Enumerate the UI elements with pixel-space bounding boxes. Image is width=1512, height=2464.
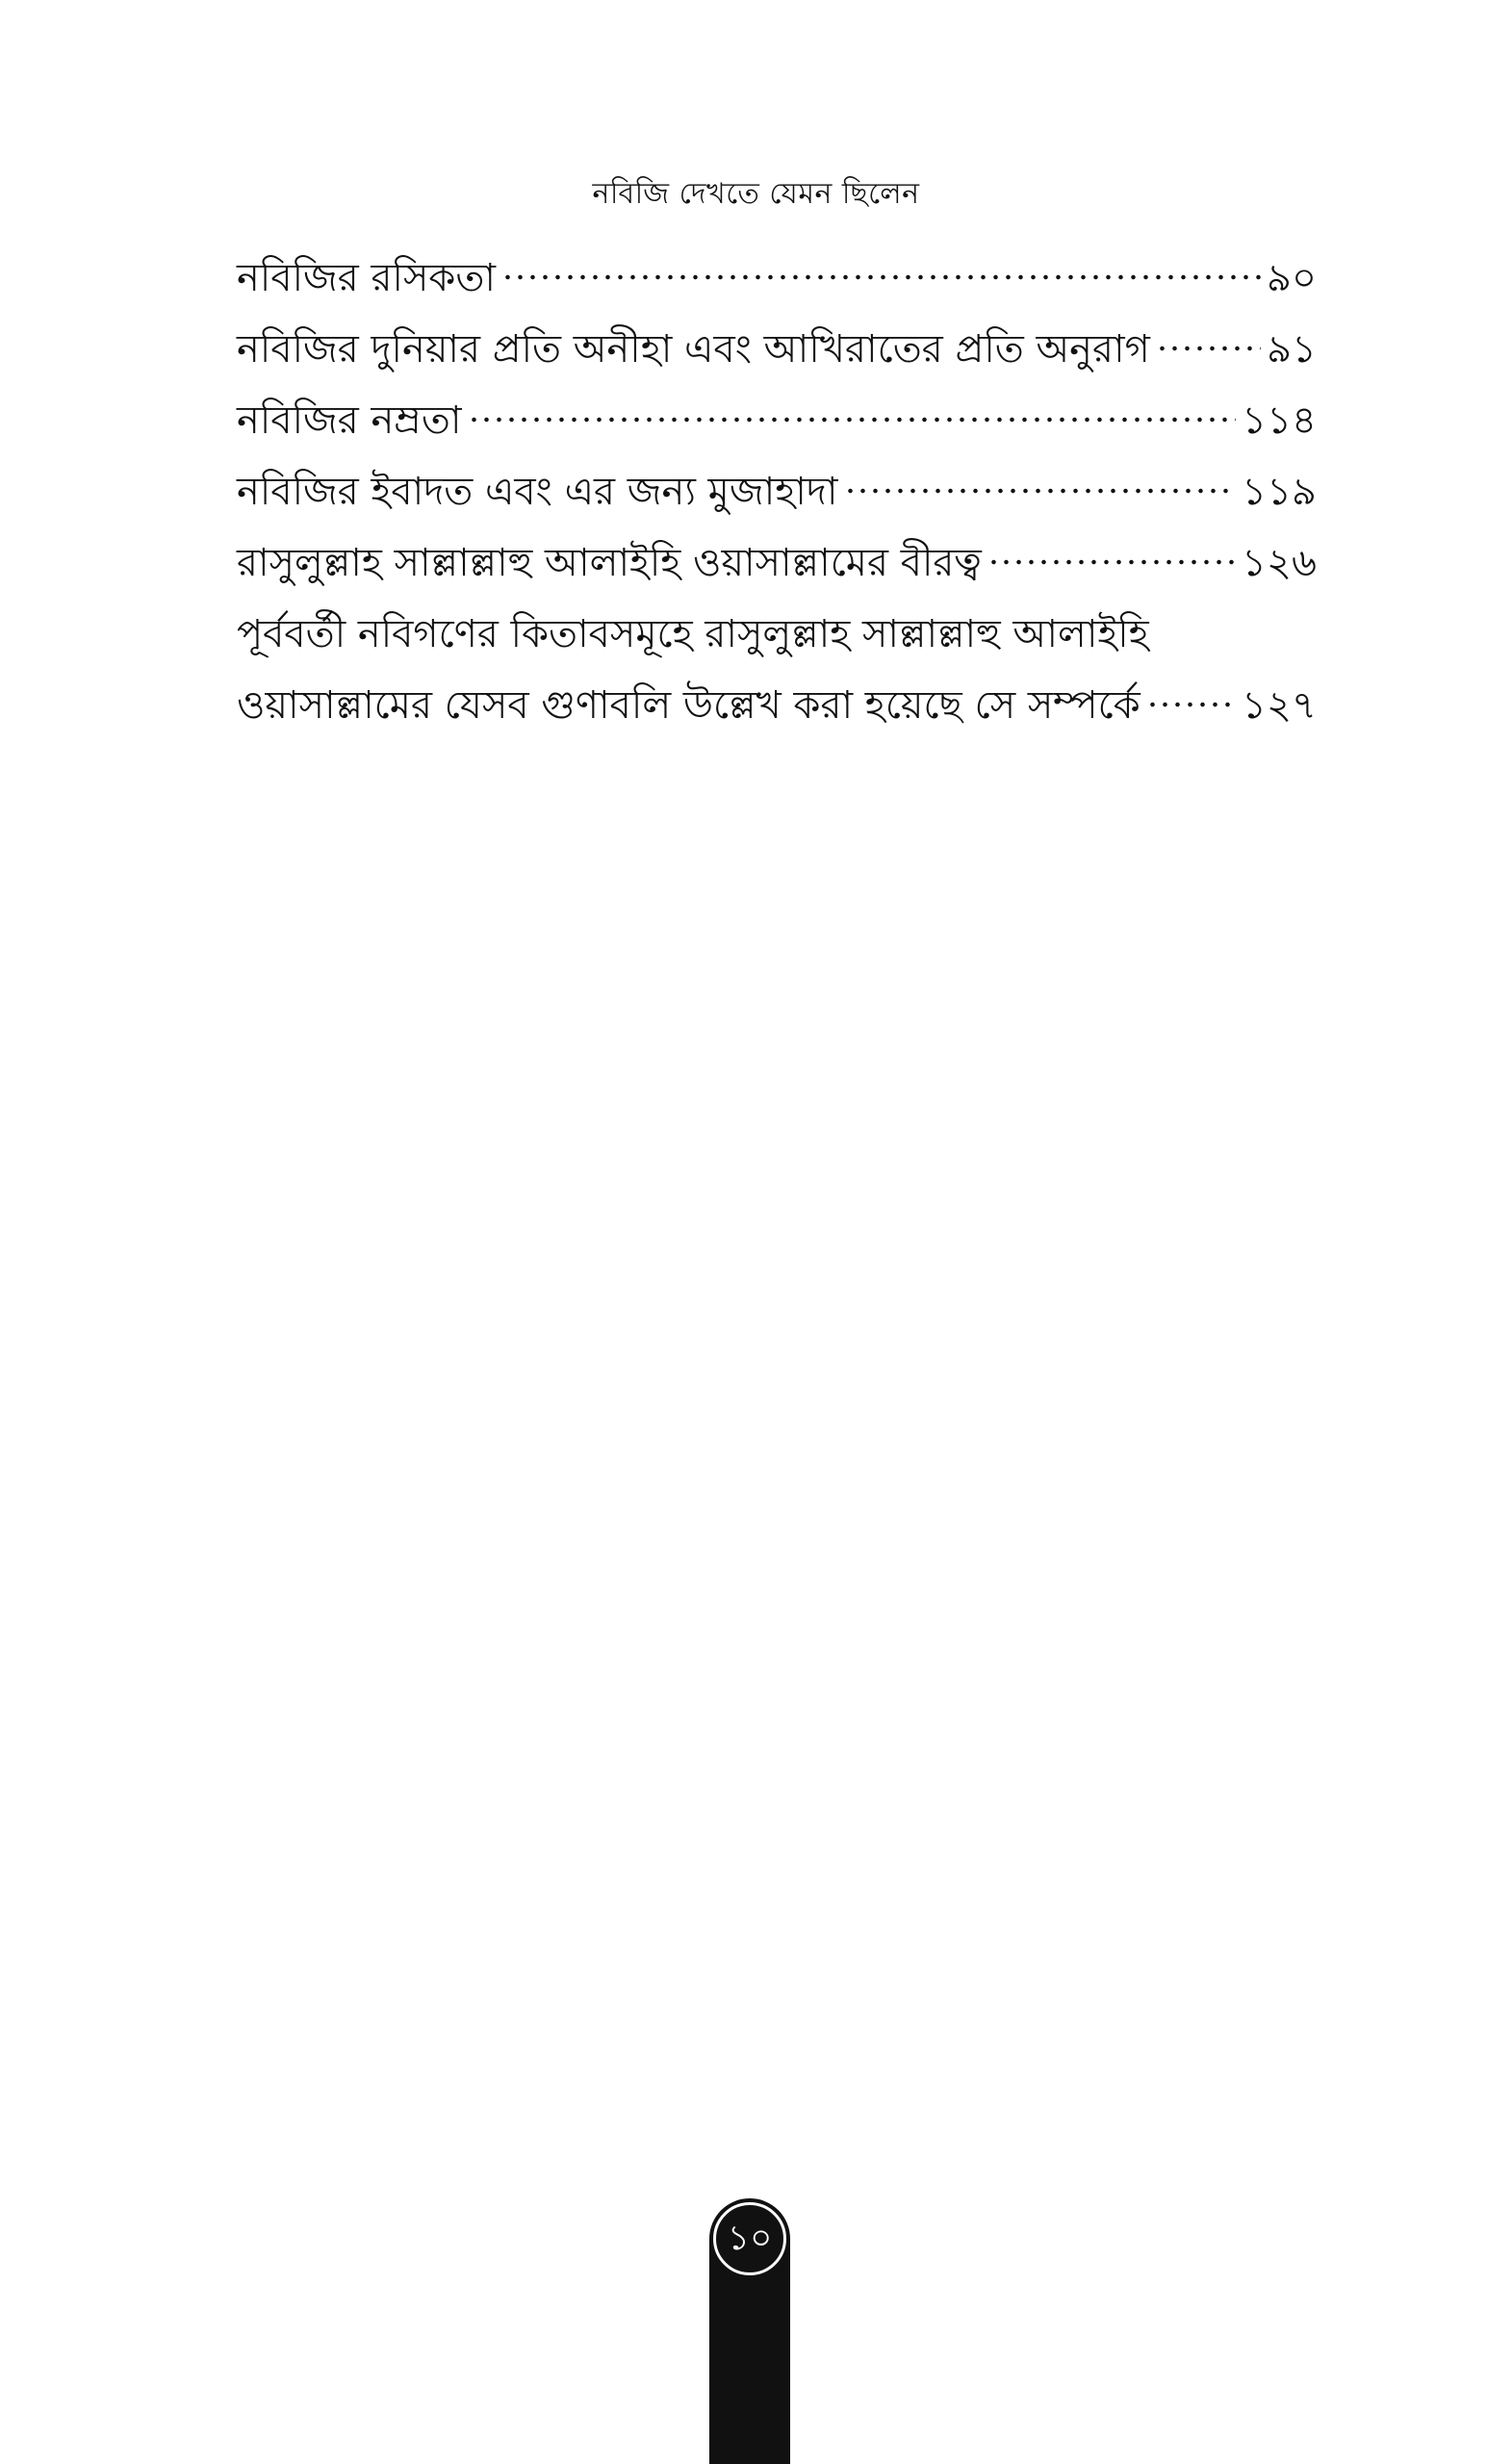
toc-entry-page: ৯১ — [1267, 327, 1317, 372]
toc-entry — [237, 243, 1317, 314]
table-of-contents — [237, 243, 1317, 741]
toc-entry-title: নবিজির দুনিয়ার প্রতি অনীহা এবং আখিরাতের প্রতি অনুরাগ — [237, 327, 1150, 372]
toc-entry-page: ১১৪ — [1242, 398, 1317, 443]
toc-entry-title-continued: ওয়াসাল্লামের যেসব গুণাবলি উল্লেখ করা হয়েছে সে সম্পর্কে — [237, 683, 1140, 728]
toc-entry-page: ৯০ — [1267, 256, 1317, 300]
running-header: নবিজি দেখতে যেমন ছিলেন — [592, 177, 920, 211]
toc-entry-page: ১২৬ — [1242, 541, 1317, 585]
page-number: ১০ — [713, 2202, 786, 2275]
toc-entry-page: ১১৯ — [1242, 470, 1317, 514]
toc-entry-title: নবিজির ইবাদত এবং এর জন্য মুজাহাদা — [237, 470, 838, 514]
toc-entry-title: পূর্ববর্তী নবিগণের কিতাবসমূহে রাসুলুল্লাহ সাল্লাল্লাহু আলাইহি — [237, 612, 1149, 656]
toc-entry — [237, 385, 1317, 456]
toc-entry-page: ১২৭ — [1242, 683, 1317, 728]
page-number-tab — [709, 2198, 790, 2464]
toc-leader-dots — [987, 558, 1236, 566]
toc-entry-title: নবিজির নম্রতা — [237, 398, 462, 443]
toc-entry — [237, 314, 1317, 385]
toc-leader-dots — [468, 416, 1237, 424]
toc-entry — [237, 456, 1317, 527]
toc-leader-dots — [1146, 701, 1236, 708]
toc-leader-dots — [844, 487, 1237, 495]
toc-entry-line2 — [237, 670, 1317, 741]
toc-entry-title: নবিজির রসিকতা — [237, 256, 496, 300]
toc-entry-line1 — [237, 599, 1317, 670]
toc-entry — [237, 527, 1317, 599]
toc-leader-dots — [1156, 345, 1261, 352]
toc-entry-title: রাসুলুল্লাহ সাল্লাল্লাহু আলাইহি ওয়াসাল্লামের বীরত্ব — [237, 541, 982, 585]
toc-leader-dots — [501, 273, 1261, 281]
